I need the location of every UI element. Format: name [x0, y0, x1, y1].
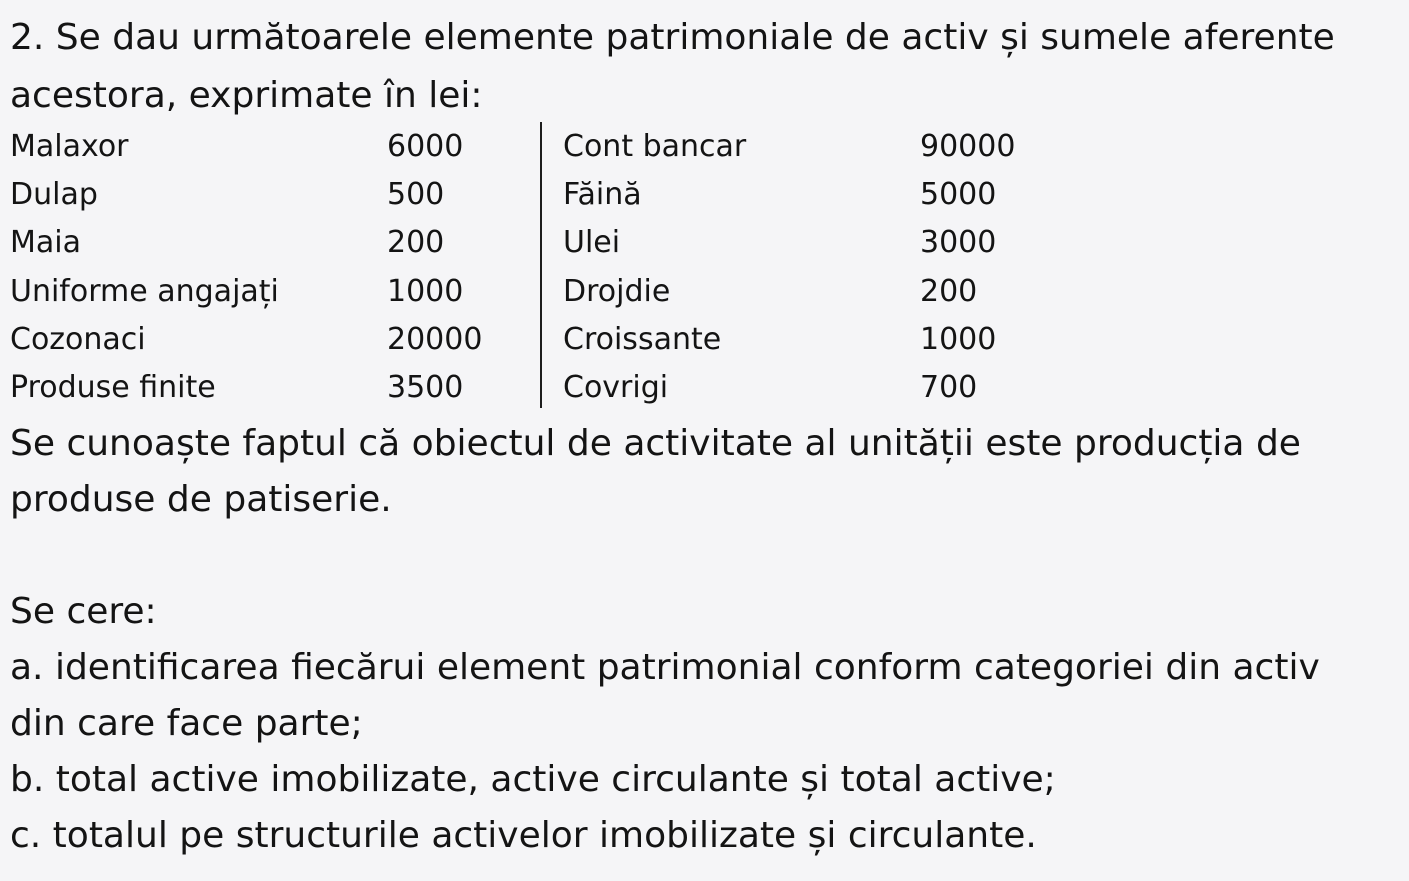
- item-value: 200: [387, 225, 445, 260]
- item-value: 700: [920, 370, 978, 405]
- problem-intro-line-2: acestora, exprimate în lei:: [10, 75, 483, 116]
- item-label: Cozonaci: [10, 322, 146, 357]
- requirement-line-a-1: a. identificarea fiecărui element patrimonial conform categoriei din activ: [10, 647, 1320, 688]
- item-label: Ulei: [563, 225, 621, 260]
- item-label: Covrigi: [563, 370, 669, 405]
- item-label: Produse finite: [10, 370, 216, 405]
- item-value: 90000: [920, 129, 1016, 164]
- item-value: 1000: [920, 322, 997, 357]
- item-value: 20000: [387, 322, 483, 357]
- table-row: [10, 269, 1110, 315]
- item-label: Croissante: [563, 322, 722, 357]
- item-value: 500: [387, 177, 445, 212]
- item-label: Uniforme angajați: [10, 274, 279, 309]
- item-label: Cont bancar: [563, 129, 747, 164]
- table-row: [10, 172, 1110, 218]
- table-row: [10, 220, 1110, 266]
- requirement-line-c: c. totalul pe structurile activelor imobilizate și circulante.: [10, 815, 1037, 856]
- context-line-2: produse de patiserie.: [10, 479, 392, 520]
- item-value: 1000: [387, 274, 464, 309]
- item-label: Dulap: [10, 177, 98, 212]
- asset-items-table: [10, 124, 1110, 414]
- item-value: 5000: [920, 177, 997, 212]
- context-line-1: Se cunoaște faptul că obiectul de activitate al unității este producția de: [10, 423, 1301, 464]
- table-column-divider: [540, 122, 542, 408]
- item-label: Malaxor: [10, 129, 129, 164]
- item-value: 3500: [387, 370, 464, 405]
- item-value: 3000: [920, 225, 997, 260]
- item-label: Maia: [10, 225, 81, 260]
- item-value: 200: [920, 274, 978, 309]
- item-value: 6000: [387, 129, 464, 164]
- requirement-heading: Se cere:: [10, 591, 157, 632]
- table-row: [10, 365, 1110, 411]
- table-row: [10, 317, 1110, 363]
- item-label: Drojdie: [563, 274, 671, 309]
- problem-intro-line-1: 2. Se dau următoarele elemente patrimoniale de activ și sumele aferente: [10, 17, 1335, 58]
- requirement-line-b: b. total active imobilizate, active circulante și total active;: [10, 759, 1056, 800]
- requirement-line-a-2: din care face parte;: [10, 703, 363, 744]
- item-label: Făină: [563, 177, 642, 212]
- table-row: [10, 124, 1110, 170]
